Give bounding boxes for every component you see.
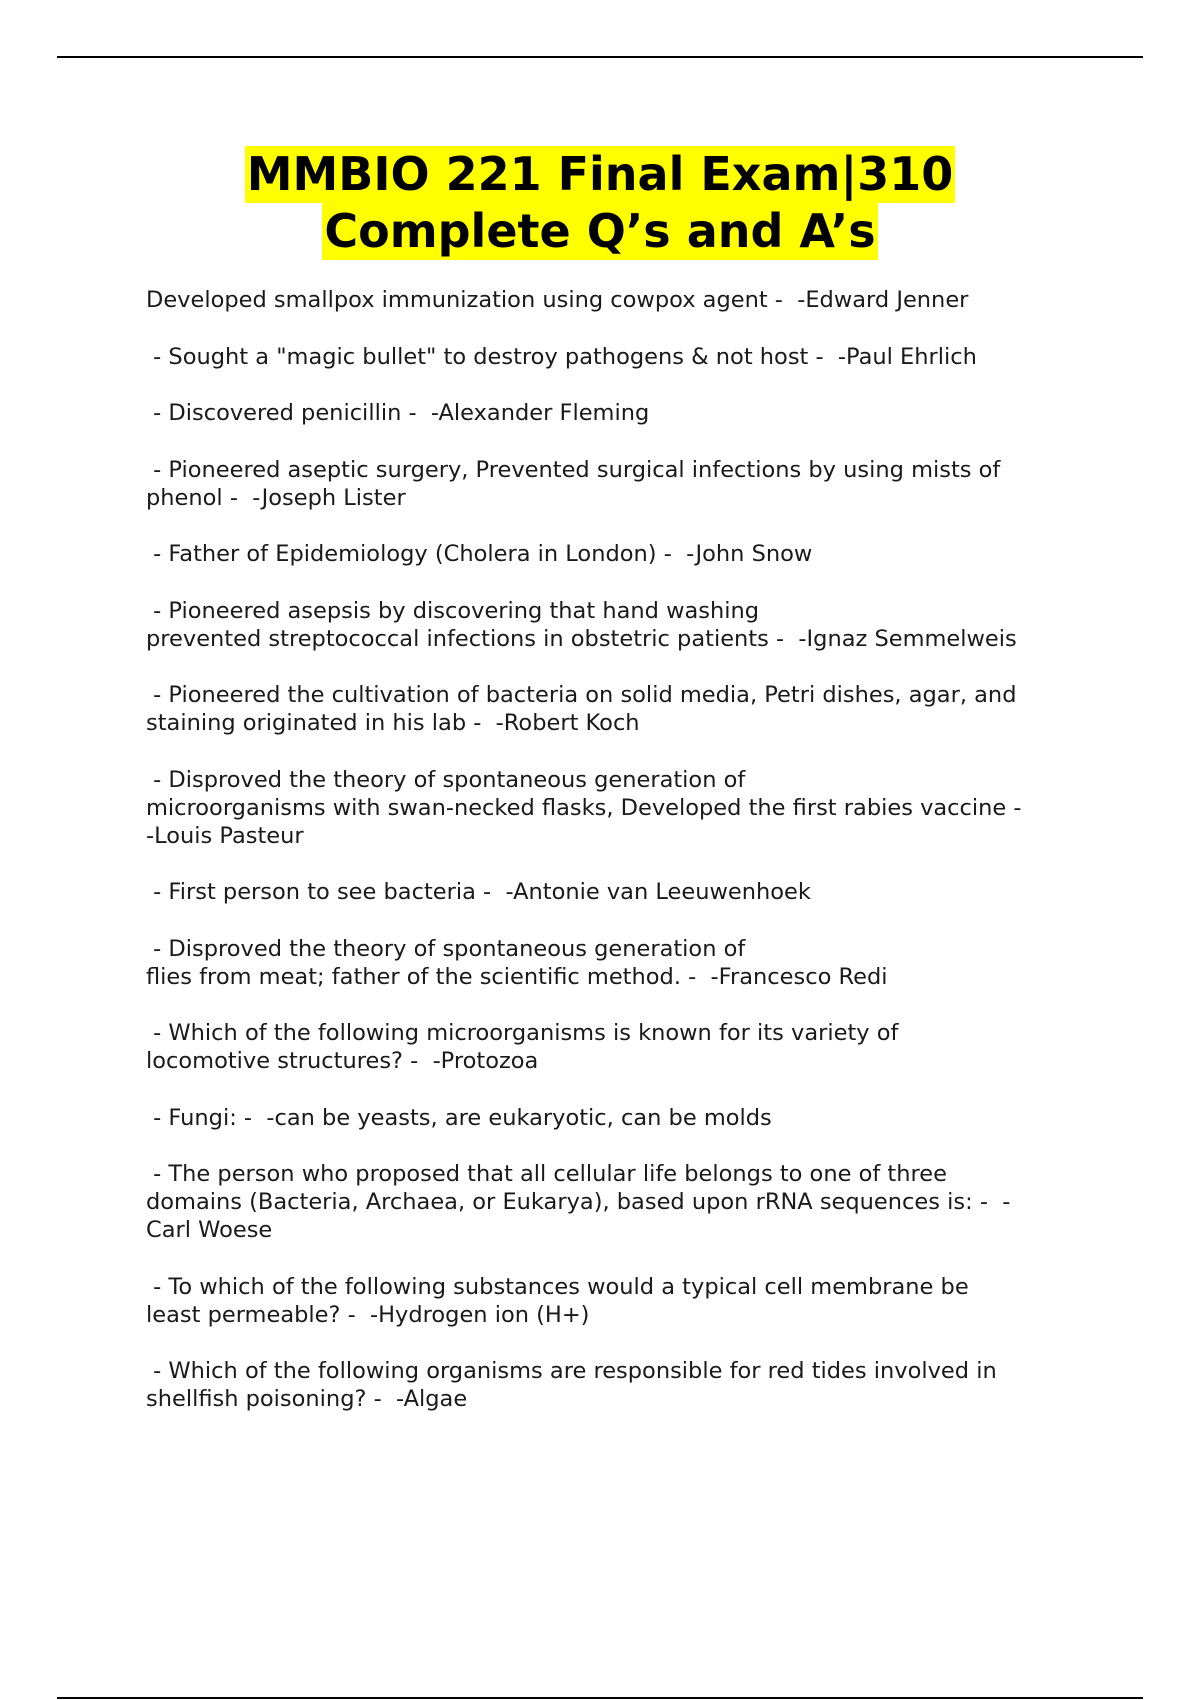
qa-item: - Which of the following microorganisms is known for its variety of locomotive structures? - -Protozoa — [146, 1020, 899, 1074]
qa-item: - Sought a "magic bullet" to destroy pathogens & not host - -Paul Ehrlich — [146, 343, 977, 370]
qa-item: - First person to see bacteria - -Antonie van Leeuwenhoek — [146, 879, 811, 905]
qa-item: - To which of the following substances would a typical cell membrane be least permeable? - -Hydrogen ion (H+) — [146, 1273, 969, 1328]
title-line-2: Complete Q’s and A’s — [324, 204, 876, 258]
qa-item: - Pioneered the cultivation of bacteria on solid media, Petri dishes, agar, and staining originated in his lab - -Robert Koch — [146, 682, 1017, 736]
qa-list — [146, 286, 1096, 1442]
document-title — [0, 146, 1200, 260]
qa-item: - Father of Epidemiology (Cholera in London) - -John Snow — [146, 541, 813, 567]
qa-item: - Disproved the theory of spontaneous generation of flies from meat; father of the scientific method. - -Francesco Redi — [146, 935, 888, 990]
qa-item: - Pioneered asepsis by discovering that hand washing prevented streptococcal infections in obstetric patients - -Ignaz Semmelweis — [146, 597, 1017, 652]
qa-item: - Discovered penicillin - -Alexander Fleming — [146, 400, 650, 426]
qa-item: - Pioneered aseptic surgery, Prevented surgical infections by using mists of phenol - -Joseph Lister — [146, 456, 1001, 511]
qa-item: - Which of the following organisms are responsible for red tides involved in shellfish poisoning? - -Algae — [146, 1358, 997, 1412]
qa-item: - The person who proposed that all cellular life belongs to one of three domains (Bacteria, Archaea, or Eukarya), based upon rRNA sequences is: - - Carl Woese — [146, 1161, 1011, 1243]
qa-item: Developed smallpox immunization using cowpox agent - -Edward Jenner — [146, 287, 969, 313]
bottom-rule — [57, 1697, 1143, 1699]
qa-item: - Disproved the theory of spontaneous generation of microorganisms with swan-necked flasks, Developed the first rabies vaccine - -Louis Pasteur — [146, 766, 1022, 849]
title-line-1: MMBIO 221 Final Exam|310 — [246, 147, 954, 201]
top-rule — [57, 56, 1143, 58]
qa-item: - Fungi: - -can be yeasts, are eukaryotic, can be molds — [146, 1104, 772, 1131]
